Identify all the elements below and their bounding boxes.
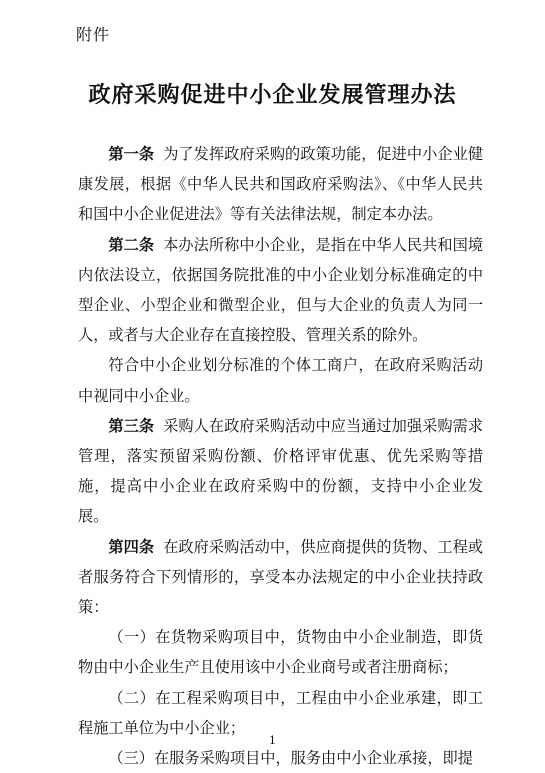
page-number: 1 [269,734,276,747]
document-title: 政府采购促进中小企业发展管理办法 [88,82,457,108]
article-text: （三）在服务采购项目中，服务由中小企业承接，即提 [108,749,473,768]
article-4-item-3 [78,743,483,773]
article-3 [78,411,483,532]
article-4 [78,532,483,623]
article-4-item-1 [78,622,483,682]
article-text: （二）在工程采购项目中，工程由中小企业承建，即工程施工单位为中小企业； [78,688,483,737]
article-label: 第三条 [108,416,155,435]
article-label: 第一条 [108,145,155,163]
article-text: 在政府采购活动中，供应商提供的货物、工程或者服务符合下列情形的，享受本办法规定的中小企业扶持政策： [78,537,484,617]
article-1 [78,139,483,230]
attachment-label: 附件 [76,25,111,44]
article-text: 为了发挥政府采购的政策功能，促进中小企业健康发展，根据《中华人民共和国政府采购法》、《中华人民共和国中小企业促进法》等有关法律法规，制定本办法。 [78,145,484,224]
article-label: 第二条 [108,235,155,254]
article-label: 第四条 [108,537,155,556]
document-body [78,139,483,773]
article-text: 本办法所称中小企业，是指在中华人民共和国境内依法设立，依据国务院批准的中小企业划分标准确定的中型企业、小型企业和微型企业，但与大企业的负责人为同一人，或者与大企业存在直接控股、管理关系的除外。 [78,235,484,345]
article-text: （一）在货物采购项目中，货物由中小企业制造，即货物由中小企业生产且使用该中小企业商号或者注册商标； [78,628,483,677]
article-2 [78,230,483,351]
article-text: 符合中小企业划分标准的个体工商户，在政府采购活动中视同中小企业。 [78,356,483,405]
article-text: 采购人在政府采购活动中应当通过加强采购需求管理，落实预留采购份额、价格评审优惠、优先采购等措施，提高中小企业在政府采购中的份额，支持中小企业发展。 [78,416,484,526]
article-2-paragraph-2 [78,350,483,410]
